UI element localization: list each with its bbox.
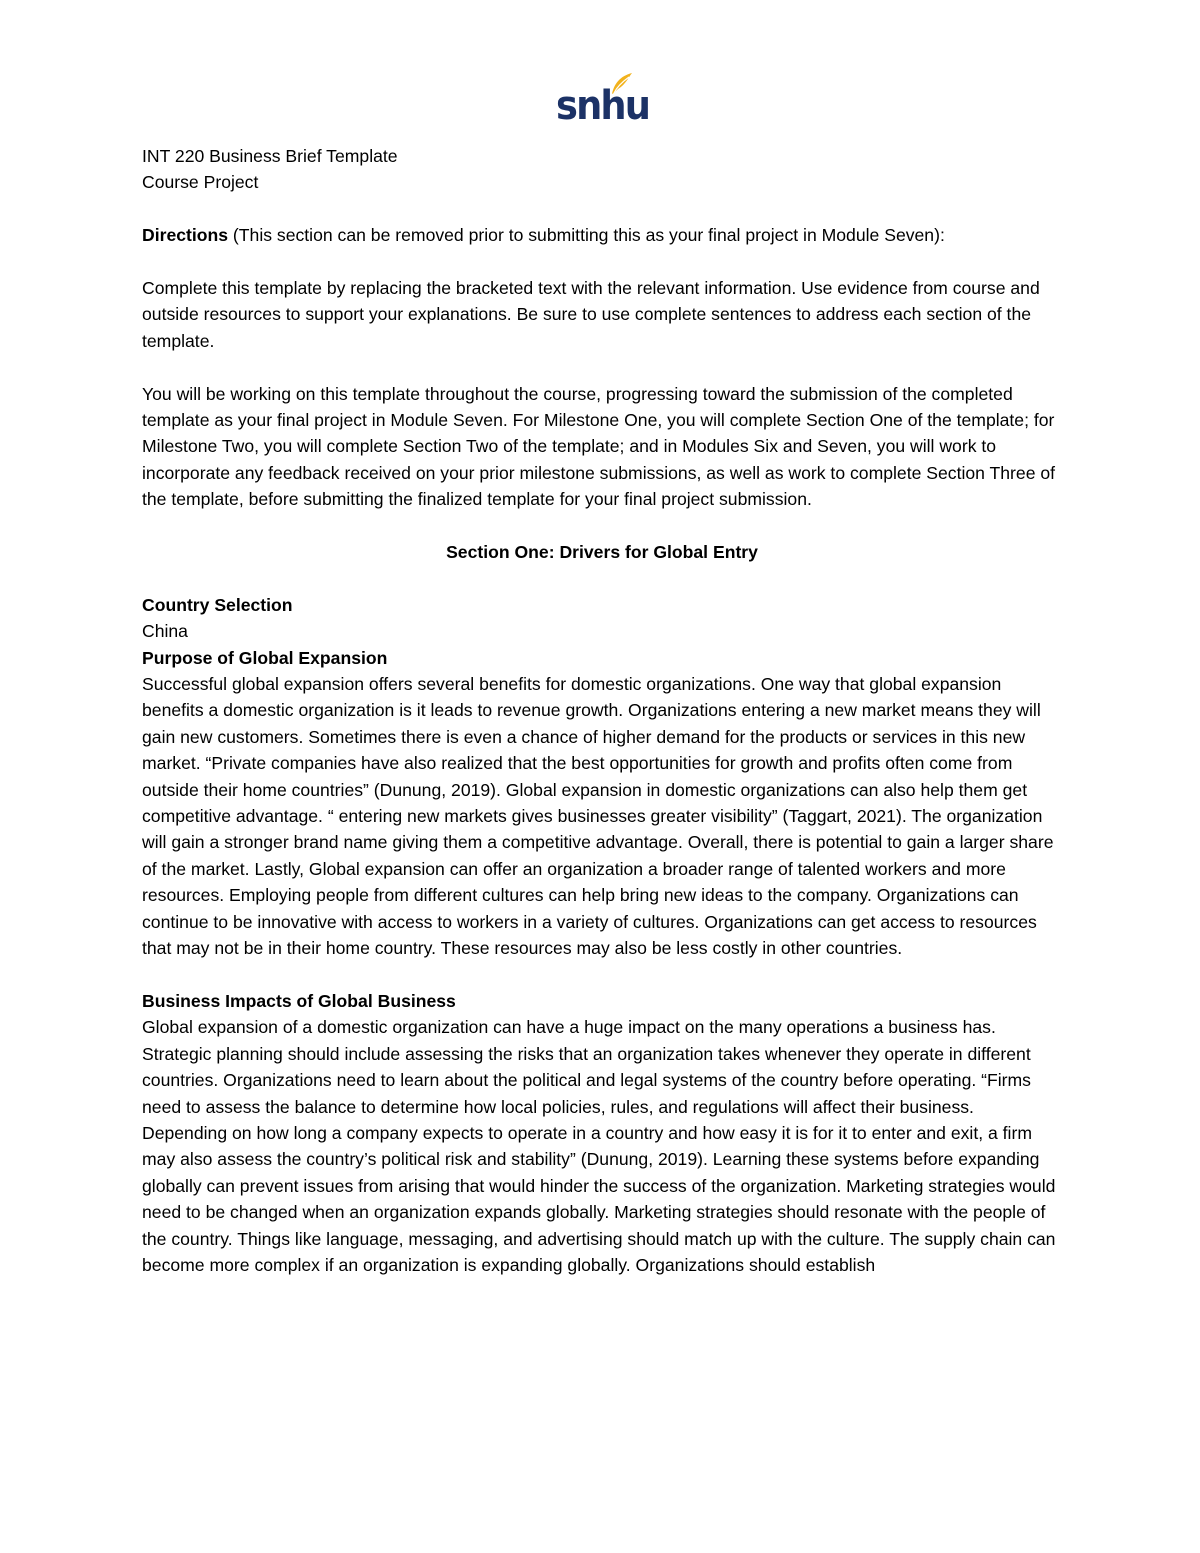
directions-paragraph-1: Complete this template by replacing the bracketed text with the relevant information. Use evidence from course and outside resources to support your explanations. Be sure to use complete sentences to address each section of the template. [142, 278, 1040, 351]
country-selection-value: China [142, 621, 188, 642]
directions-paragraph-2: You will be working on this template throughout the course, progressing toward the submission of the completed template as your final project in Module Seven. For Milestone One, you will complete Section One of the template; for Milestone Two, you will complete Section Two of the template; and in Modules Six and Seven, you will work to incorporate any feedback received on your prior milestone submissions, as well as work to complete Section Three of the template, before submitting the finalized template for your final project submission. [142, 383, 1056, 510]
directions-line [142, 222, 1062, 248]
purpose-heading: Purpose of Global Expansion [142, 647, 388, 668]
purpose-body: Successful global expansion offers several benefits for domestic organizations. One way that global expansion benefits a domestic organization is it leads to revenue growth. Organizations entering a new market means they will gain new customers. Sometimes there is even a chance of higher demand for the products or services in this new market. “Private companies have also realized that the best opportunities for growth and profits often come from outside their home countries” (Dunung, 2019). Global expansion in domestic organizations can also help them get competitive advantage. “ entering new markets gives businesses greater visibility” (Taggart, 2021). The organization will gain a stronger brand name giving them a competitive advantage. Overall, there is potential to gain a larger share of the market. Lastly, Global expansion can offer an organization a broader range of talented workers and more resources. Employing people from different cultures can help bring new ideas to the company. Organizations can continue to be innovative with access to workers in a variety of cultures. Organizations can get access to resources that may not be in their home country. These resources may also be less costly in other countries. [142, 674, 1054, 959]
country-selection-heading: Country Selection [142, 594, 293, 615]
logo-wordmark: snhu [556, 83, 650, 129]
business-impacts-heading: Business Impacts of Global Business [142, 990, 456, 1011]
snhu-logo [552, 72, 650, 134]
business-impacts-body: Global expansion of a domestic organization can have a huge impact on the many operations a business has. Strategic planning should include assessing the risks that an organization takes whenever they operate in different countries. Organizations need to learn about the political and legal systems of the country before operating. “Firms need to assess the balance to determine how local policies, rules, and regulations will affect their business. Depending on how long a company expects to operate in a country and how easy it is for it to enter and exit, a firm may also assess the country’s political risk and stability” (Dunung, 2019). Learning these systems before expanding globally can prevent issues from arising that would hinder the success of the organization. Marketing strategies would need to be changed when an organization expands globally. Marketing strategies should resonate with the people of the country. Things like language, messaging, and advertising should match up with the culture. The supply chain can become more complex if an organization is expanding globally. Organizations should establish [142, 1017, 1056, 1275]
document-body [142, 143, 1062, 1278]
directions-label: Directions [142, 225, 229, 246]
directions-note: (This section can be removed prior to submitting this as your final project in Module Seven): [228, 225, 945, 246]
section-one-heading: Section One: Drivers for Global Entry [446, 542, 758, 563]
document-title: INT 220 Business Brief Template [142, 146, 398, 166]
document-subtitle: Course Project [142, 172, 259, 193]
